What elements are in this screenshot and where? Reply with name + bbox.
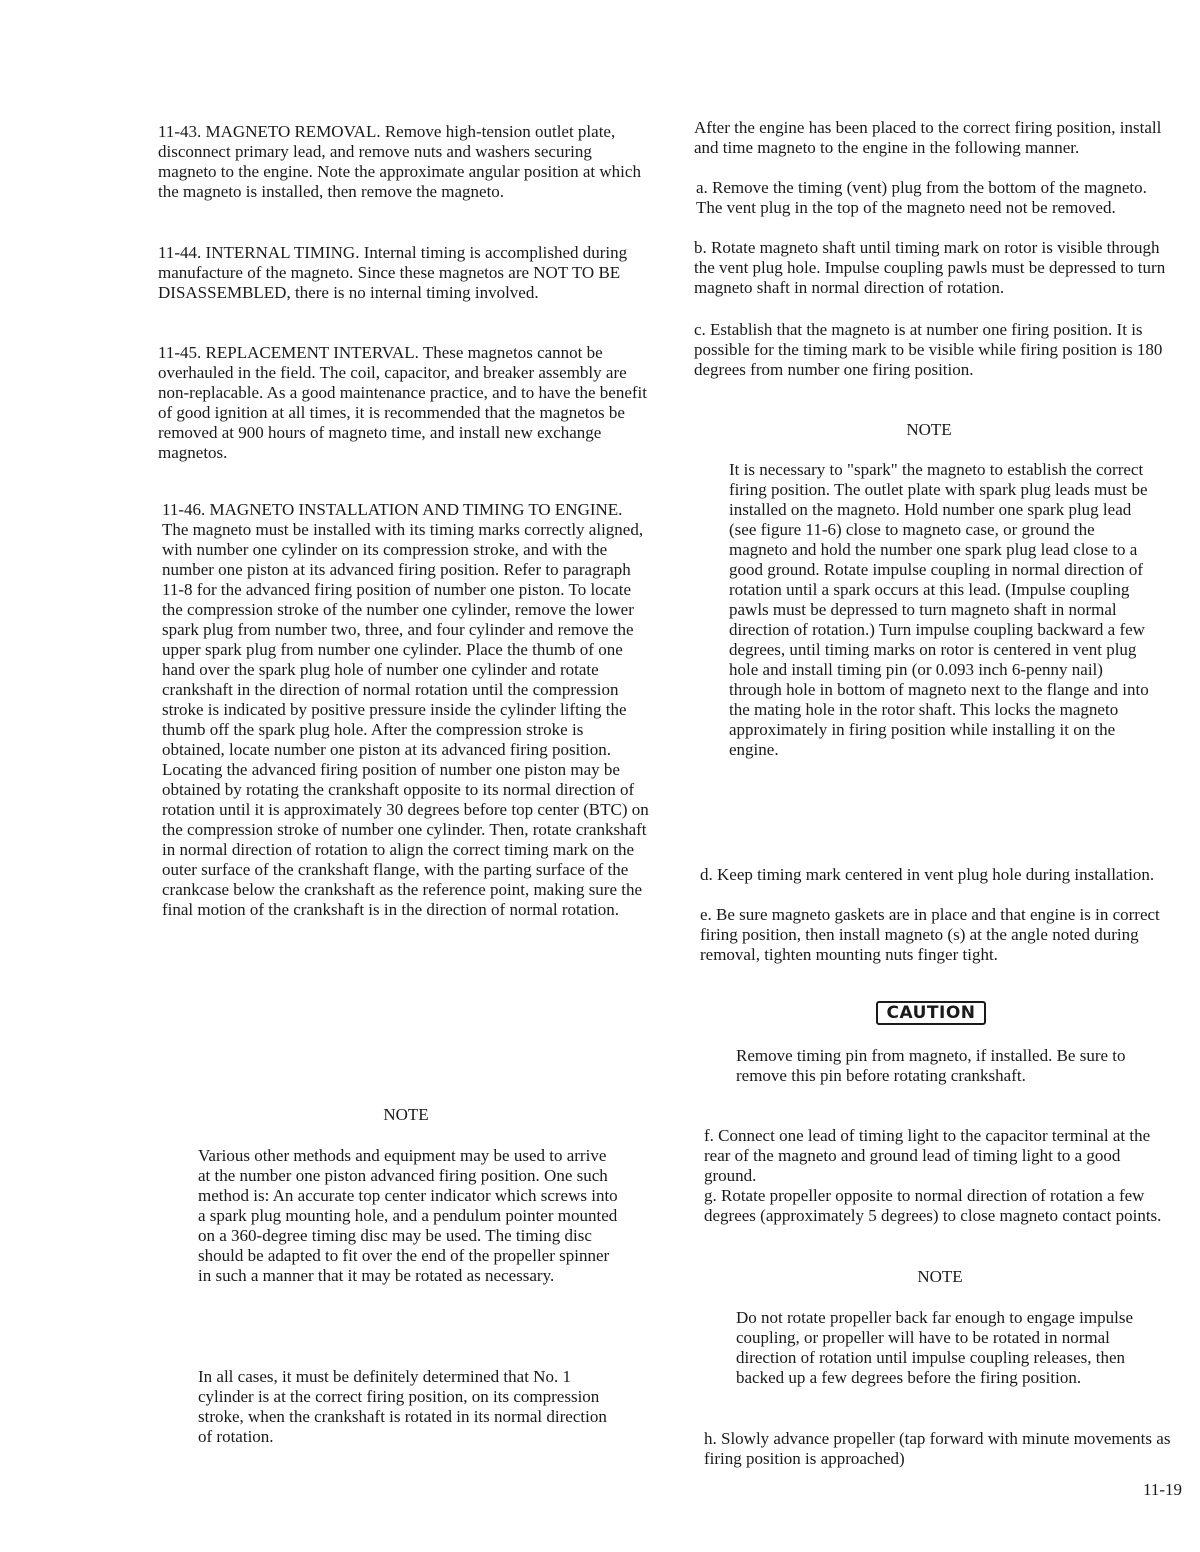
caution-label: CAUTION — [876, 1001, 986, 1025]
page-number: 11-19 — [1142, 1480, 1182, 1499]
note-text-left-2: In all cases, it must be definitely determined that No. 1 cylinder is at the correct firing position, on its compression stroke, when the crankshaft is rotated in its normal direction of rotation. — [198, 1367, 607, 1446]
note-title-right-2: NOTE — [917, 1267, 963, 1286]
step-f: f. Connect one lead of timing light to the capacitor terminal at the rear of the magneto and ground lead of timing light to a good ground. — [704, 1126, 1151, 1185]
step-b: b. Rotate magneto shaft until timing mark on rotor is visible through the vent plug hole. Impulse coupling pawls must be depressed to turn magneto shaft in normal direction of rotation. — [694, 238, 1166, 297]
note-title-right-1: NOTE — [906, 420, 952, 439]
paragraph-11-45: 11-45. REPLACEMENT INTERVAL. These magnetos cannot be overhauled in the field. The coil, capacitor, and breaker assembly are non-replacable. As a good maintenance practice, and to have the benefit of good ignition at all times, it is recommended that the magnetos be removed at 900 hours of magneto time, and install new exchange magnetos. — [158, 343, 648, 462]
note-text-left-1: Various other methods and equipment may be used to arrive at the number one piston advanced firing position. One such method is: An accurate top center indicator which screws into a spark plug mounting hole, and a pendulum pointer mounted on a 360-degree timing disc may be used. The timing disc should be adapted to fit over the end of the propeller spinner in such a manner that it may be rotated as necessary. — [198, 1146, 618, 1285]
step-h: h. Slowly advance propeller (tap forward with minute movements as firing position is approached) — [704, 1429, 1171, 1468]
paragraph-11-44: 11-44. INTERNAL TIMING. Internal timing is accomplished during manufacture of the magneto. Since these magnetos are NOT TO BE DISASSEMBLED, there is no internal timing involved. — [158, 243, 628, 302]
step-e: e. Be sure magneto gaskets are in place and that engine is in correct firing position, then install magneto (s) at the angle noted during removal, tighten mounting nuts finger tight. — [700, 905, 1160, 964]
caution-text: Remove timing pin from magneto, if installed. Be sure to remove this pin before rotating crankshaft. — [736, 1046, 1126, 1085]
paragraph-11-43: 11-43. MAGNETO REMOVAL. Remove high-tension outlet plate, disconnect primary lead, and remove nuts and washers securing magneto to the engine. Note the approximate angular position at which the magneto is installed, then remove the magneto. — [158, 122, 641, 201]
note-text-right-2: Do not rotate propeller back far enough to engage impulse coupling, or propeller will have to be rotated in normal direction of rotation until impulse coupling releases, then backed up a few degrees before the firing position. — [736, 1308, 1134, 1387]
paragraph-11-46: 11-46. MAGNETO INSTALLATION AND TIMING TO ENGINE. The magneto must be installed with its timing marks correctly aligned, with number one cylinder on its compression stroke, and with the number one piston at its advanced firing position. Refer to paragraph 11-8 for the advanced firing position of number one piston. To locate the compression stroke of the number one cylinder, remove the lower spark plug from number two, three, and four cylinder and remove the upper spark plug from number one cylinder. Place the thumb of one hand over the spark plug hole of number one cylinder and rotate crankshaft in the direction of normal rotation until the compression stroke is indicated by positive pressure inside the cylinder lifting the thumb off the spark plug hole. After the compression stroke is obtained, locate number one piston at its advanced firing position. Locating the advanced firing position of number one piston may be obtained by rotating the crankshaft opposite to its normal direction of rotation until it is approximately 30 degrees before top center (BTC) on the compression stroke of number one cylinder. Then, rotate crankshaft in normal direction of rotation to align the correct timing mark on the outer surface of the crankshaft flange, with the parting surface of the crankcase below the crankshaft as the reference point, making sure the final motion of the crankshaft is in the direction of normal rotation. — [162, 500, 649, 919]
intro-paragraph: After the engine has been placed to the correct firing position, install and time magneto to the engine in the following manner. — [694, 118, 1162, 157]
step-a: a. Remove the timing (vent) plug from the bottom of the magneto. The vent plug in the top of the magneto need not be removed. — [696, 178, 1147, 217]
step-g: g. Rotate propeller opposite to normal direction of rotation a few degrees (approximately 5 degrees) to close magneto contact points. — [704, 1186, 1162, 1225]
note-title-left: NOTE — [383, 1105, 429, 1124]
step-c: c. Establish that the magneto is at number one firing position. It is possible for the timing mark to be visible while firing position is 180 degrees from number one firing position. — [694, 320, 1163, 379]
step-d: d. Keep timing mark centered in vent plug hole during installation. — [700, 865, 1155, 884]
note-text-right-1: It is necessary to "spark" the magneto to establish the correct firing position. The outlet plate with spark plug leads must be installed on the magneto. Hold number one spark plug lead (see figure 11-6) close to magneto case, or ground the magneto and hold the number one spark plug lead close to a good ground. Rotate impulse coupling in normal direction of rotation until a spark occurs at this lead. (Impulse coupling pawls must be depressed to turn magneto shaft in normal direction of rotation.) Turn impulse coupling backward a few degrees, until timing marks on rotor is centered in vent plug hole and install timing pin (or 0.093 inch 6-penny nail) through hole in bottom of magneto next to the flange and into the mating hole in the rotor shaft. This locks the magneto approximately in firing position while installing it on the engine. — [729, 460, 1149, 759]
